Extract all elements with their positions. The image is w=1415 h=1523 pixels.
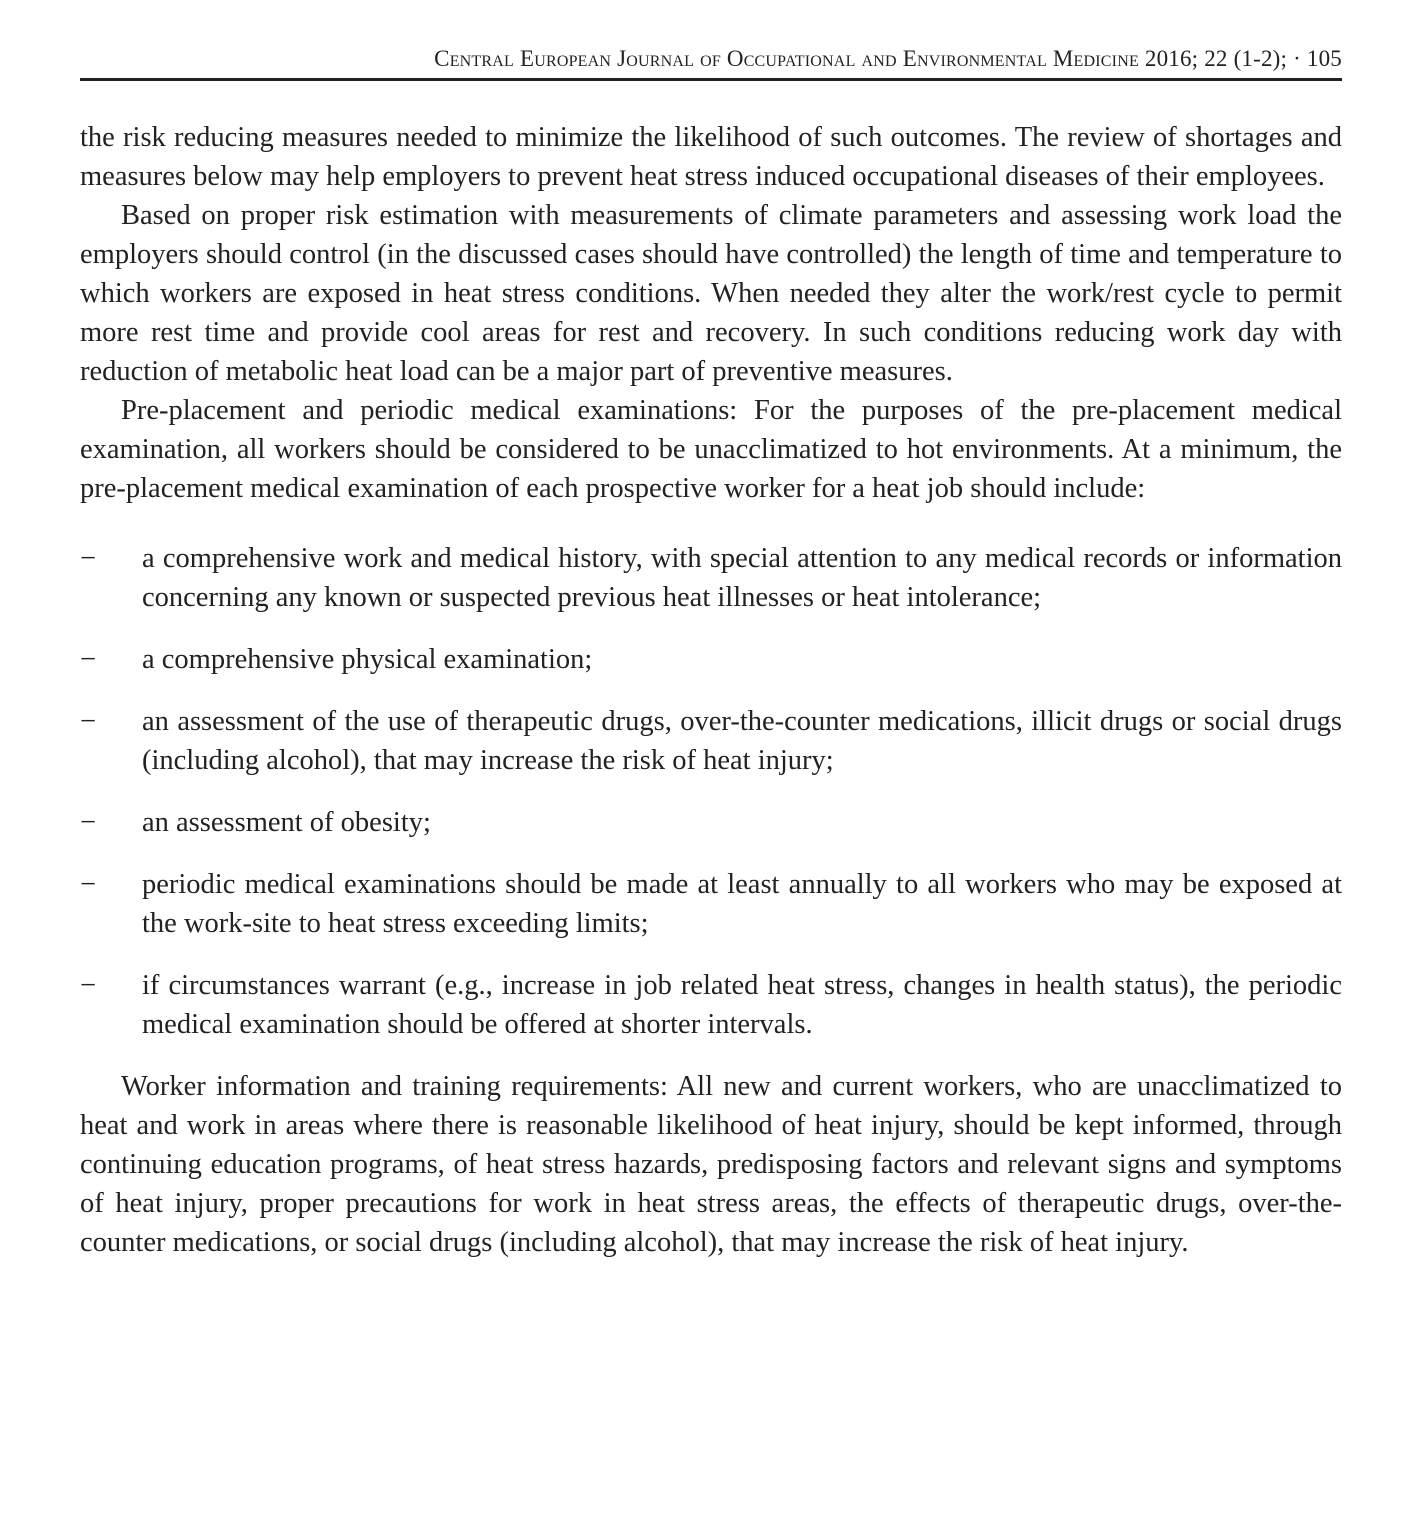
list-item: − a comprehensive work and medical history, with special attention to any medical records or information concerning any known or suspected previous heat illnesses or heat intolerance; xyxy=(80,539,1342,617)
dash-bullet-icon: − xyxy=(80,970,97,1001)
paragraph-worker-training: Worker information and training requirements: All new and current workers, who are unacclimatized to heat and work in areas where there is reasonable likelihood of heat injury, should be kept informed, through continuing education programs, of heat stress hazards, predisposing factors and relevant signs and symptoms of heat injury, proper precautions for work in heat stress areas, the effects of therapeutic drugs, over-the-counter medications, or social drugs (including alcohol), that may increase the risk of heat injury. xyxy=(80,1071,1342,1258)
list-item: − a comprehensive physical examination; xyxy=(80,640,1342,679)
dash-bullet-icon: − xyxy=(80,644,97,675)
journal-running-title: Central European Journal of Occupational and Environmental Medicine 2016; 22 (1-2); · 105 xyxy=(434,46,1342,71)
dash-bullet-icon: − xyxy=(80,807,97,838)
dash-bullet-icon: − xyxy=(80,543,97,574)
list-item: − periodic medical examinations should be made at least annually to all workers who may be exposed at the work-site to heat stress exceeding limits; xyxy=(80,865,1342,943)
list-item: − an assessment of the use of therapeutic drugs, over-the-counter medications, illicit drugs or social drugs (including alcohol), that may increase the risk of heat injury; xyxy=(80,702,1342,780)
list-item: − if circumstances warrant (e.g., increase in job related heat stress, changes in health status), the periodic medical examination should be offered at shorter intervals. xyxy=(80,966,1342,1044)
page-body xyxy=(80,118,1342,1262)
list-item: − an assessment of obesity; xyxy=(80,803,1342,842)
running-header xyxy=(80,44,1342,81)
paragraph-continuation: the risk reducing measures needed to minimize the likelihood of such outcomes. The review of shortages and measures below may help employers to prevent heat stress induced occupational diseases of their employees. xyxy=(80,122,1342,192)
examination-requirements-list xyxy=(80,539,1342,1044)
dash-bullet-icon: − xyxy=(80,869,97,900)
paragraph-medical-examinations: Pre-placement and periodic medical examinations: For the purposes of the pre-placement medical examination, all workers should be considered to be unacclimatized to hot environments. At a minimum, the pre-placement medical examination of each prospective worker for a heat job should include: xyxy=(80,395,1342,504)
paragraph-risk-estimation: Based on proper risk estimation with measurements of climate parameters and assessing work load the employers should control (in the discussed cases should have controlled) the length of time and temperature to which workers are exposed in heat stress conditions. When needed they alter the work/rest cycle to permit more rest time and provide cool areas for rest and recovery. In such conditions reducing work day with reduction of metabolic heat load can be a major part of preventive measures. xyxy=(80,200,1342,387)
dash-bullet-icon: − xyxy=(80,706,97,737)
